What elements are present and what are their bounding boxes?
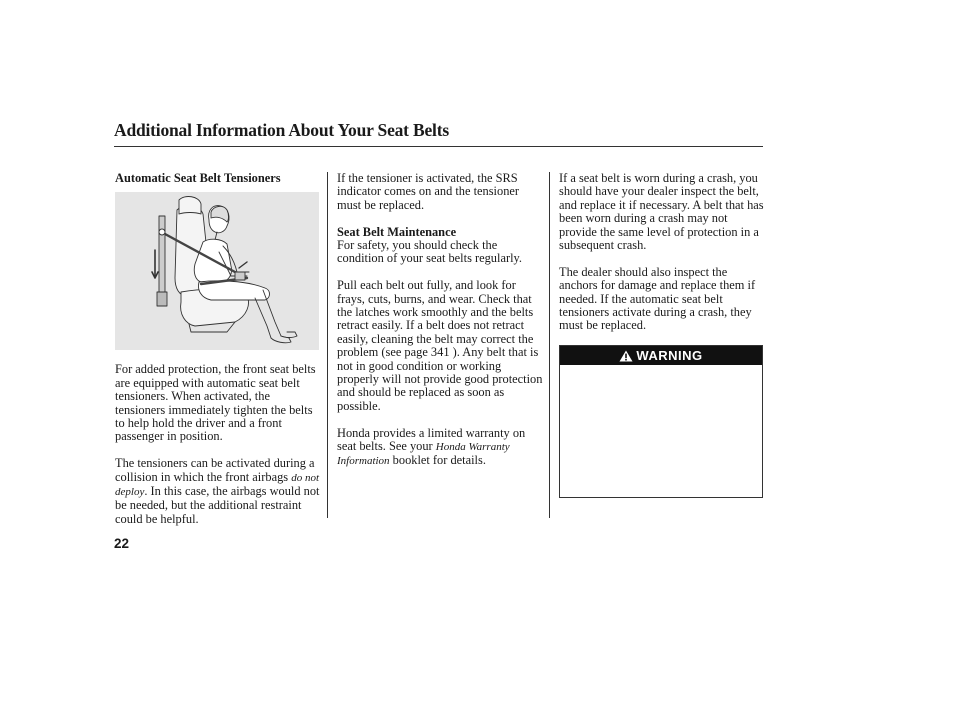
crash-inspection-paragraph: If a seat belt is worn during a crash, you should have your dealer inspect the belt, and replace it if necessary. A belt that has been worn during a crash may not provide the same level of protection in a subsequent crash.: [559, 171, 764, 253]
seat-belt-tensioner-illustration: [115, 192, 319, 350]
maintenance-paragraph-2: Pull each belt out fully, and look for frays, cuts, burns, and wear. Check that the latches work smoothly and the belts retract easily. If a belt does not retract easily, cleaning the belt may correct the problem (see page 341 ). Any belt that is not in good condition or working properly will not provide good protection and should be replaced as soon as possible.: [337, 278, 543, 413]
column-3: [559, 172, 765, 346]
maintenance-paragraph-1: For safety, you should check the condition of your seat belts regularly.: [337, 238, 523, 266]
column-1: [115, 172, 323, 540]
seated-passenger-drawing: [115, 192, 319, 350]
tensioner-p2-text-b: . In this case, the airbags would not be needed, but the additional restraint could be helpful.: [115, 484, 320, 526]
srs-indicator-paragraph: If the tensioner is activated, the SRS indicator comes on and the tensioner must be replaced.: [337, 171, 520, 212]
section-heading-maintenance: Seat Belt Maintenance: [337, 224, 457, 239]
page-title: Additional Information About Your Seat Belts: [114, 120, 449, 140]
title-rule: [114, 146, 763, 147]
warning-triangle-icon: [619, 350, 633, 362]
warning-box: [559, 345, 763, 498]
section-heading-tensioners: Automatic Seat Belt Tensioners: [115, 171, 281, 185]
column-2: [337, 172, 545, 482]
warranty-text-a: Honda provides a limited warranty on seat belts. See your: [337, 425, 526, 454]
warranty-booklet-title: Honda Warranty Information: [337, 441, 510, 468]
warning-header: [560, 346, 762, 365]
tensioner-p2-text-a: The tensioners can be activated during a collision in which the front airbags: [115, 456, 315, 484]
column-divider-2: [549, 172, 550, 518]
warranty-text-b: booklet for details.: [392, 453, 486, 468]
warranty-paragraph: [337, 427, 545, 469]
dealer-inspection-paragraph: The dealer should also inspect the anchors for damage and replace them if needed. If the automatic seat belt tensioners activate during a crash, they must be replaced.: [559, 264, 756, 333]
tensioner-paragraph-1: For added protection, the front seat belts are equipped with automatic seat belt tensioners. When activated, the tensioners immediately tighten the belts to help hold the driver and a front passenger in position.: [115, 362, 316, 444]
warning-label: WARNING: [636, 348, 703, 363]
column-divider-1: [327, 172, 328, 518]
page-number: 22: [114, 536, 130, 551]
tensioner-paragraph-2: [115, 457, 323, 526]
do-not-deploy-emphasis: do not deploy: [115, 471, 320, 499]
